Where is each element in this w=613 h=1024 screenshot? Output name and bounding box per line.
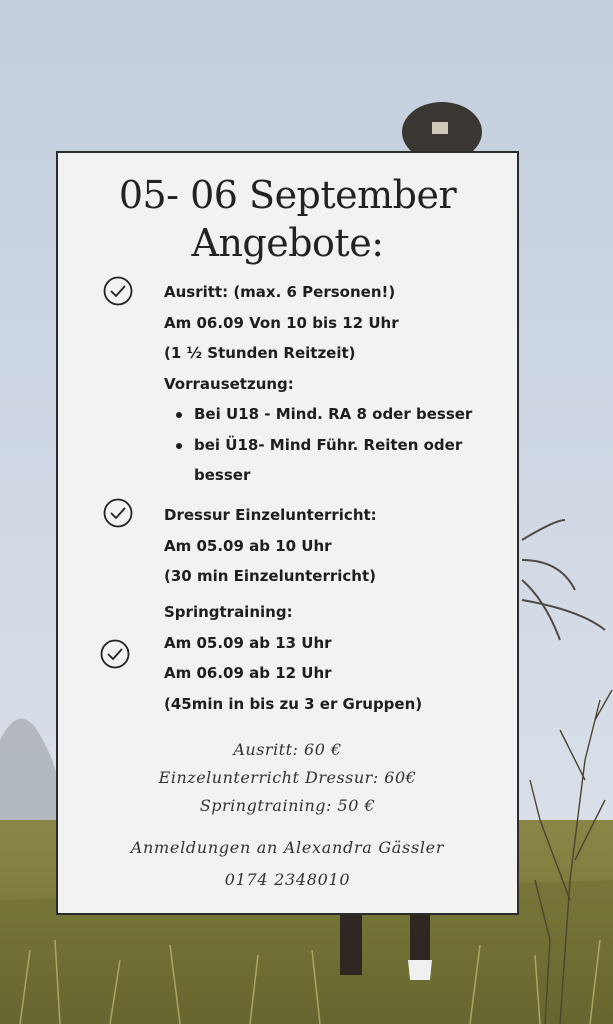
title-dates: 05- 06 September xyxy=(118,173,457,217)
offer-title xyxy=(58,171,517,267)
price-list xyxy=(58,736,517,820)
spring-group-info: (45min in bis zu 3 er Gruppen) xyxy=(164,694,423,713)
ausritt-heading: Ausritt: (max. 6 Personen!) xyxy=(164,283,396,301)
spring-time-2: Am 06.09 ab 12 Uhr xyxy=(164,664,332,682)
spring-heading: Springtraining: xyxy=(164,603,293,621)
contact-info xyxy=(58,832,517,896)
title-offers: Angebote: xyxy=(191,221,384,265)
dressur-time: Am 05.09 ab 10 Uhr xyxy=(164,536,332,555)
checkmark-circle-icon xyxy=(100,639,130,669)
dressur-heading: Dressur Einzelunterricht: xyxy=(164,506,377,524)
contact-name: Anmeldungen an Alexandra Gässler xyxy=(130,838,445,857)
price-ausritt: Ausritt: 60 € xyxy=(233,740,342,759)
price-dressur: Einzelunterricht Dressur: 60€ xyxy=(158,768,417,787)
ausritt-time: Am 06.09 Von 10 bis 12 Uhr xyxy=(164,313,399,332)
requirement-list xyxy=(164,399,484,491)
dressur-duration: (30 min Einzelunterricht) xyxy=(164,567,376,585)
offer-ausritt xyxy=(164,277,484,491)
price-spring: Springtraining: 50 € xyxy=(199,796,376,815)
requirement-item: bei Ü18- Mind Führ. Reiten oder besser xyxy=(164,430,484,491)
contact-phone: 0174 2348010 xyxy=(224,870,351,889)
ausritt-duration: (1 ½ Stunden Reitzeit) xyxy=(164,344,356,362)
offer-dressur xyxy=(164,500,377,592)
checkmark-circle-icon xyxy=(103,498,133,528)
offer-springtraining xyxy=(164,597,422,719)
offer-card xyxy=(56,151,519,915)
ausritt-requirement-label: Vorrausetzung: xyxy=(164,374,294,393)
checkmark-circle-icon xyxy=(103,276,133,306)
spring-time-1: Am 05.09 ab 13 Uhr xyxy=(164,633,332,652)
requirement-item: Bei U18 - Mind. RA 8 oder besser xyxy=(164,399,484,430)
